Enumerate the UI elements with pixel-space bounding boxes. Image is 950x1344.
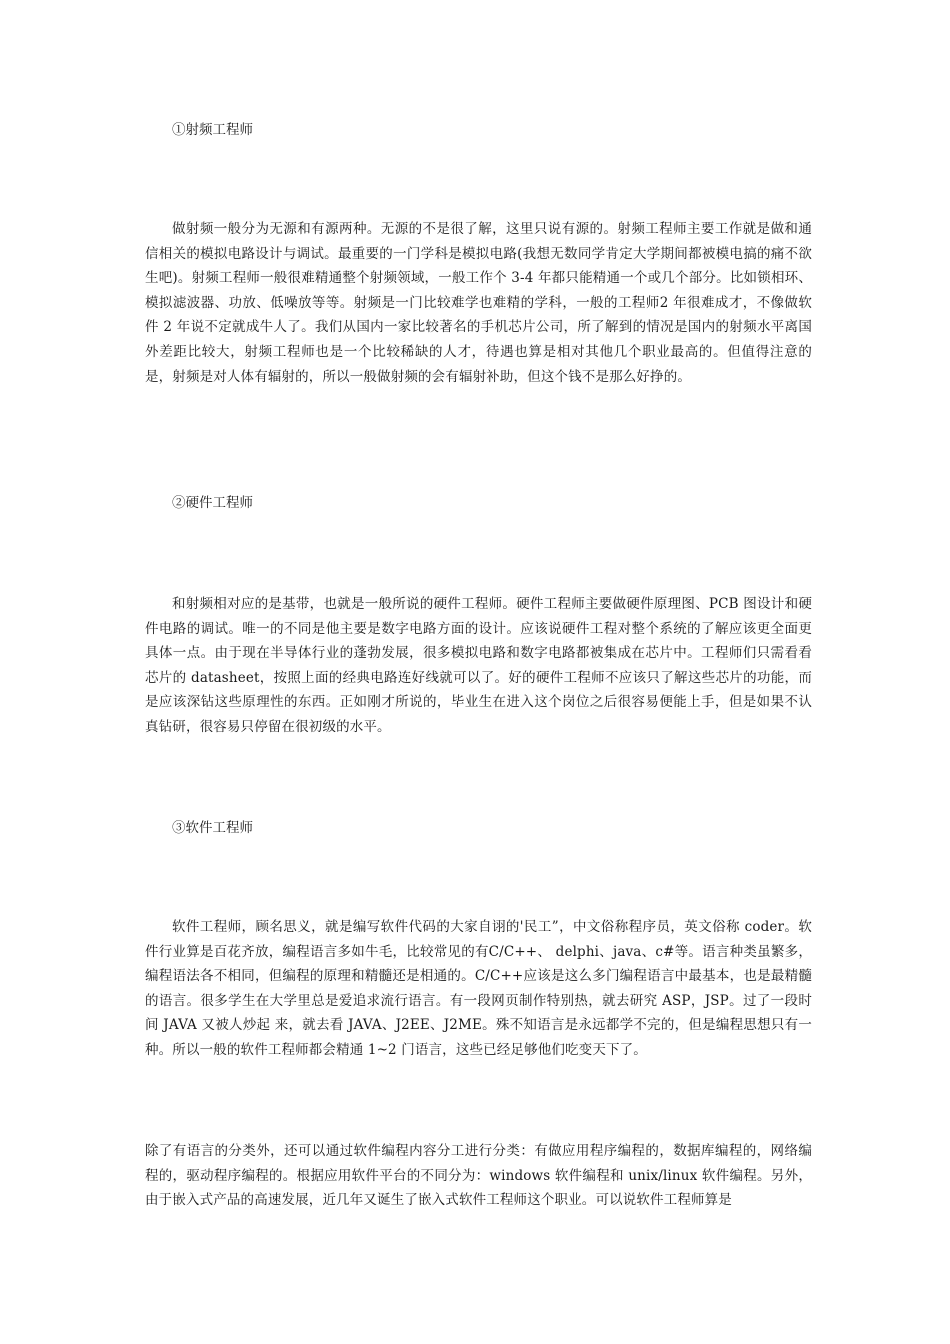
- section-body-software-engineer: 软件工程师，顾名思义，就是编写软件代码的大家自诩的'民工”，中文俗称程序员，英文俗称 coder。软件行业算是百花齐放，编程语言多如牛毛，比较常见的有C/C++、 delphi、java、c#等。语言种类虽繁多，编程语法各不相同，但编程的原理和精髓还是相通的。C/C++应该是这么多门编程语言中最基本，也是最精髓的语言。很多学生在大学里总是爱追求流行语言。有一段网页制作特别热，就去研究 ASP，JSP。过了一段时间 JAVA 又被人炒起 来，就去看 JAVA、J2EE、J2ME。殊不知语言是永远都学不完的，但是编程思想只有一种。所以一般的软件工程师都会精通 1~2 门语言，这些已经足够他们吃变天下了。: [145, 919, 812, 1058]
- section-heading-rf-engineer: ①射频工程师: [172, 122, 253, 138]
- section-body-rf-engineer: 做射频一般分为无源和有源两种。无源的不是很了解，这里只说有源的。射频工程师主要工作就是做和通信相关的模拟电路设计与调试。最重要的一门学科是模拟电路(我想无数同学肯定大学期间都被模电搞的痛不欲生吧)。射频工程师一般很难精通整个射频领域，一般工作个 3-4 年都只能精通一个或几个部分。比如锁相环、模拟滤波器、功放、低噪放等等。射频是一门比较难学也难精的学科，一般的工程师2 年很难成才，不像做软件 2 年说不定就成牛人了。我们从国内一家比较著名的手机芯片公司，所了解到的情况是国内的射频水平离国外差距比较大，射频工程师也是一个比较稀缺的人才，待遇也算是相对其他几个职业最高的。但值得注意的是，射频是对人体有辐射的，所以一般做射频的会有辐射补助，但这个钱不是那么好挣的。: [145, 221, 812, 385]
- section-heading-hardware-engineer: ②硬件工程师: [172, 495, 253, 511]
- closing-paragraph: 除了有语言的分类外，还可以通过软件编程内容分工进行分类：有做应用程序编程的，数据库编程的，网络编程的，驱动程序编程的。根据应用软件平台的不同分为：windows 软件编程和 unix/linux 软件编程。另外，由于嵌入式产品的高速发展，近几年又诞生了嵌入式软件工程师这个职业。可以说软件工程师算是: [145, 1143, 812, 1209]
- section-body-hardware-engineer: 和射频相对应的是基带，也就是一般所说的硬件工程师。硬件工程师主要做硬件原理图、PCB 图设计和硬件电路的调试。唯一的不同是他主要是数字电路方面的设计。应该说硬件工程对整个系统的了解应该更全面更具体一点。由于现在半导体行业的蓬勃发展，很多模拟电路和数字电路都被集成在芯片中。工程师们只需看看芯片的 datasheet，按照上面的经典电路连好线就可以了。好的硬件工程师不应该只了解这些芯片的功能，而是应该深钻这些原理性的东西。正如刚才所说的，毕业生在进入这个岗位之后很容易便能上手，但是如果不认真钻研，很容易只停留在很初级的水平。: [145, 596, 812, 735]
- section-heading-software-engineer: ③软件工程师: [172, 820, 253, 836]
